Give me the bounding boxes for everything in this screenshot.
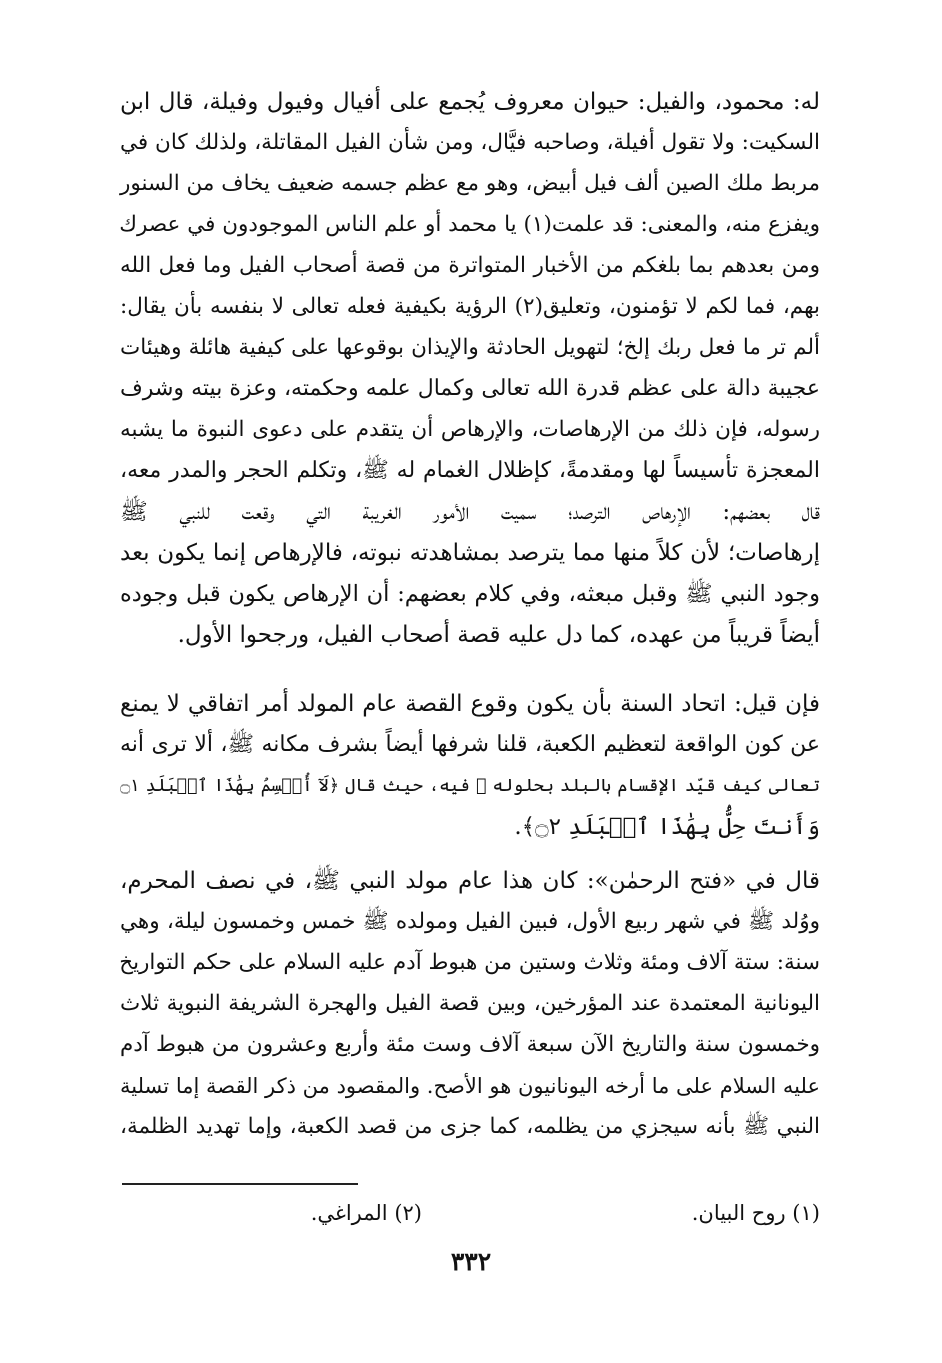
text-line: عليه السلام على ما أرخه اليونانيون هو الأصح. والمقصود من ذكر القصة إما تسلية bbox=[120, 1074, 820, 1098]
text-line: عن كون الواقعة لتعظيم الكعبة، قلنا شرفها أيضاً بشرف مكانه ﷺ، ألا ترى أنه bbox=[120, 732, 820, 757]
footnote-2: (٢) المراغي. bbox=[310, 1201, 422, 1225]
text-line: تعالى كيف قيّد الإقسام بالبلد بحلوله ﷺ فيه، حيث قال ﴿لَآ أُقۡسِمُ بِهَٰذَا ٱلۡبَلَدِ ۝١ bbox=[120, 776, 820, 796]
text-line: المعجزة تأسيساً لها ومقدمةً، كإظلال الغمام له ﷺ، وتكلم الحجر والمدر معه، bbox=[120, 458, 820, 483]
text-line: عجيبة دالة على عظم قدرة الله تعالى وكمال علمه وحكمته، وعزة بيته وشرف bbox=[120, 376, 820, 401]
text-line: سنة: ستة آلاف ومئة وثلاث وستين من هبوط آدم عليه السلام على حكم التواريخ bbox=[119, 950, 820, 975]
page-number: ٣٣٢ bbox=[450, 1247, 492, 1276]
text-line: وجود النبي ﷺ وقبل مبعثه، وفي كلام بعضهم: أن الإرهاص يكون قبل وجوده bbox=[120, 581, 820, 607]
text-line: ألم تر ما فعل ربك إلخ؛ لتهويل الحادثة والإيذان بوقوعها على كيفية هائلة وهيئات bbox=[120, 335, 820, 360]
footnote-1: (١) روح البيان. bbox=[691, 1201, 820, 1225]
footnote-divider bbox=[122, 1183, 358, 1185]
text-line: قال في «فتح الرحمٰن»: كان هذا عام مولد النبي ﷺ، في نصف المحرم، bbox=[120, 868, 820, 894]
text-line: وخمسون سنة والتاريخ الآن سبعة آلاف وست مئة وأربع وعشرون من هبوط آدم bbox=[120, 1032, 820, 1057]
text-line: قال بعضهم: الإرهاص الترصد؛ سميت الأمور الغريبة التي وقعت للنبي ﷺ bbox=[120, 499, 820, 525]
text-line: اليونانية المعتمدة عند المؤرخين، وبين قصة الفيل والهجرة الشريفة النبوية ثلاث bbox=[120, 991, 820, 1016]
quran-verse-line: وَأَنتَ حِلُّۢ بِهَٰذَا ٱلۡبَلَدِ ۝٢﴾. bbox=[514, 814, 820, 840]
text-line: أيضاً قريباً من عهده، كما دل عليه قصة أصحاب الفيل، ورجحوا الأول. bbox=[177, 622, 820, 648]
text-line: ووُلد ﷺ في شهر ربيع الأول، فبين الفيل ومولده ﷺ خمس وخمسون ليلة، وهي bbox=[120, 909, 820, 934]
text-line: ويفزع منه، والمعنى: قد علمت(١) يا محمد أو علم الناس الموجودون في عصرك bbox=[119, 212, 820, 237]
text-line: السكيت: ولا تقول أفيلة، وصاحبه فيَّال، ومن شأن الفيل المقاتلة، ولذلك كان في bbox=[120, 130, 820, 155]
text-line: له: محمود، والفيل: حيوان معروف يُجمع على أفيال وفيول وفيلة، قال ابن bbox=[120, 89, 820, 115]
text-line: ومن بعدهم بما بلغكم من الأخبار المتواترة من قصة أصحاب الفيل وما فعل الله bbox=[120, 253, 820, 278]
text-line: رسوله، فإن ذلك من الإرهاصات، والإرهاص أن يتقدم على دعوى النبوة ما يشبه bbox=[120, 417, 820, 442]
text-line: مربط ملك الصين ألف فيل أبيض، وهو مع عظم جسمه ضعيف يخاف من السنور bbox=[120, 171, 820, 196]
text-line: إرهاصات؛ لأن كلاً منها مما يترصد بمشاهدته نبوته، فالإرهاص إنما يكون بعد bbox=[120, 540, 820, 566]
text-line: فإن قيل: اتحاد السنة بأن يكون وقوع القصة عام المولد أمر اتفاقي لا يمنع bbox=[120, 691, 820, 717]
text-line: بهم، فما لكم لا تؤمنون، وتعليق(٢) الرؤية بكيفية فعله تعالى لا بنفسه بأن يقال: bbox=[120, 294, 820, 319]
text-line: النبي ﷺ بأنه سيجزي من يظلمه، كما جزى من قصد الكعبة، وإما تهديد الظلمة، bbox=[120, 1114, 820, 1139]
